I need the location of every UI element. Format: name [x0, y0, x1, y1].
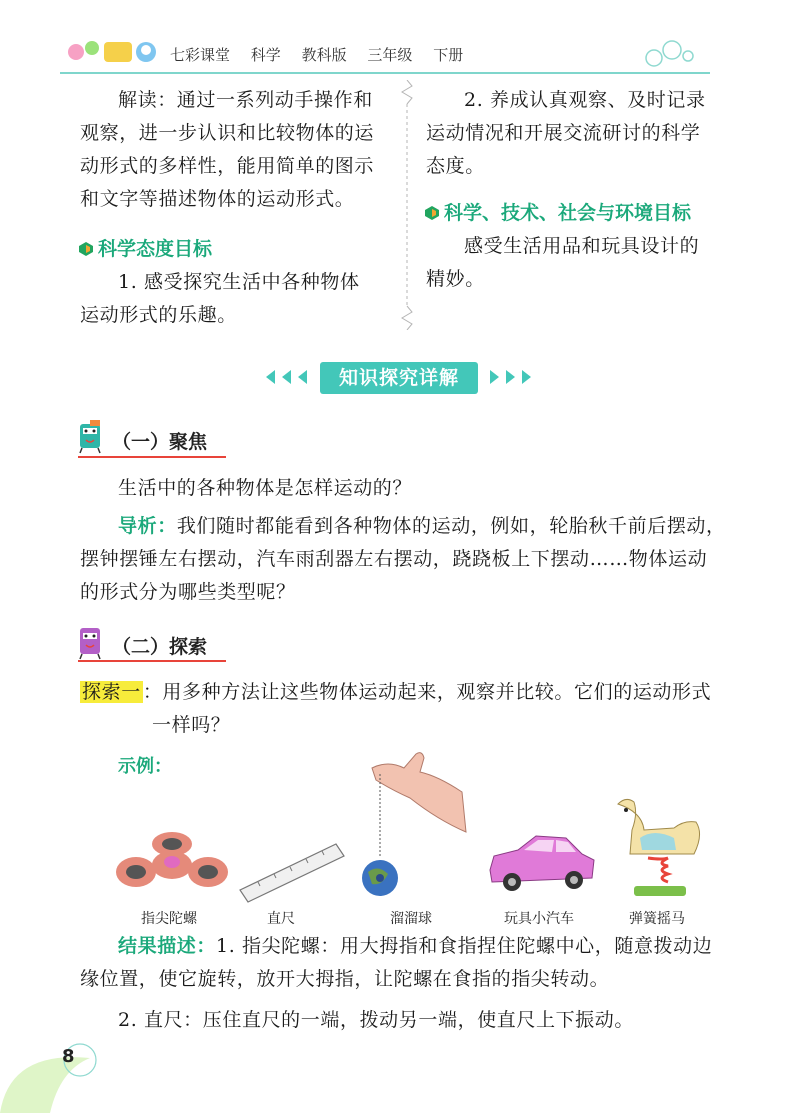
- result-line: 2. 直尺：压住直尺的一端，拨动另一端，使直尺上下振动。: [118, 1009, 634, 1031]
- left-interpretation: [80, 84, 390, 216]
- guide-line: 我们随时都能看到各种物体的运动，例如，轮胎秋千前后摆动，: [176, 515, 726, 537]
- hexagon-icon: [78, 240, 94, 256]
- stse-heading: [424, 198, 691, 225]
- book-mascot-icon: [74, 418, 108, 454]
- header-subject: 科学: [250, 46, 281, 64]
- banner-right-arrow-icon: [506, 370, 515, 384]
- banner-title: 知识探究详解: [320, 362, 478, 394]
- header-series: 七彩课堂: [170, 46, 231, 64]
- interp-line: 动形式的多样性，能用简单的图示: [80, 155, 375, 177]
- task-label: 探索一: [82, 681, 141, 703]
- interp-line: 解读：通过一系列动手操作和: [118, 89, 373, 111]
- header-text: [170, 44, 479, 65]
- header-publisher: 教科版: [301, 46, 347, 64]
- toy-car-image: [484, 826, 600, 898]
- result-line: 1. 指尖陀螺：用大拇指和食指捏住陀螺中心，随意拨动边: [216, 935, 713, 957]
- result-description: [80, 930, 760, 1037]
- hexagon-icon: [424, 204, 440, 220]
- banner-right-arrow-icon: [490, 370, 499, 384]
- stse-heading-text: 科学、技术、社会与环境目标: [444, 202, 692, 224]
- task-line: 一样吗？: [152, 714, 231, 736]
- attitude-item-2: [426, 84, 736, 183]
- banner-left-arrow-icon: [266, 370, 275, 384]
- guide-line: 的形式分为哪些类型呢？: [80, 581, 296, 603]
- item-label: 弹簧摇马: [629, 911, 685, 927]
- item-label: 玩具小汽车: [504, 911, 574, 927]
- result-label: 结果描述：: [118, 935, 217, 957]
- header-bubbles-icon: [640, 36, 700, 70]
- attitude-2-line: 态度。: [426, 155, 485, 177]
- focus-guide: [80, 510, 740, 609]
- focus-title: （一）聚焦: [112, 431, 208, 453]
- fidget-spinner-image: [112, 830, 232, 900]
- attitude-heading: [78, 234, 212, 261]
- banner-left-arrow-icon: [282, 370, 291, 384]
- attitude-2-line: 2. 养成认真观察、及时记录: [464, 89, 706, 111]
- explore-title: （二）探索: [112, 636, 208, 658]
- guide-line: 摆钟摆锤左右摆动，汽车雨刮器左右摆动，跷跷板上下摆动……物体运动: [80, 548, 708, 570]
- stse-text: [426, 230, 736, 296]
- attitude-1-line: 1. 感受探究生活中各种物体: [118, 271, 360, 293]
- header-grade: 三年级: [367, 46, 413, 64]
- page-number: 8: [62, 1046, 75, 1067]
- explore-underline: [78, 660, 226, 662]
- ruler-image: [238, 840, 346, 906]
- item-label: 直尺: [267, 911, 295, 927]
- guide-label: 导析：: [118, 515, 177, 537]
- column-divider: [400, 80, 414, 330]
- result-line: 缘位置，使它旋转，放开大拇指，让陀螺在食指的指尖转动。: [80, 968, 610, 990]
- explore-task: [80, 676, 760, 742]
- item-label: 溜溜球: [390, 911, 432, 927]
- book-mascot-icon: [74, 624, 108, 660]
- attitude-item-1: [80, 266, 390, 332]
- banner-left-arrow-icon: [298, 370, 307, 384]
- stse-line: 感受生活用品和玩具设计的: [464, 235, 700, 257]
- interp-line: 和文字等描述物体的运动形式。: [80, 188, 355, 210]
- footer-decoration: [0, 1030, 140, 1113]
- example-label: 示例：: [118, 756, 172, 777]
- header-term: 下册: [433, 46, 464, 64]
- focus-underline: [78, 456, 226, 458]
- attitude-1-line: 运动形式的乐趣。: [80, 304, 237, 326]
- header-logo: [62, 34, 162, 70]
- attitude-2-line: 运动情况和开展交流研讨的科学: [426, 122, 701, 144]
- banner-right-arrow-icon: [522, 370, 531, 384]
- stse-line: 精妙。: [426, 268, 485, 290]
- item-label: 指尖陀螺: [141, 911, 197, 927]
- hand-yoyo-image: [358, 740, 468, 906]
- interp-line: 观察，进一步认识和比较物体的运: [80, 122, 375, 144]
- attitude-heading-text: 科学态度目标: [98, 238, 213, 260]
- header-rule: [60, 72, 710, 74]
- focus-question: 生活中的各种物体是怎样运动的？: [118, 477, 413, 499]
- spring-horse-image: [604, 794, 712, 904]
- task-line: ：用多种方法让这些物体运动起来，观察并比较。它们的运动形式: [142, 681, 712, 703]
